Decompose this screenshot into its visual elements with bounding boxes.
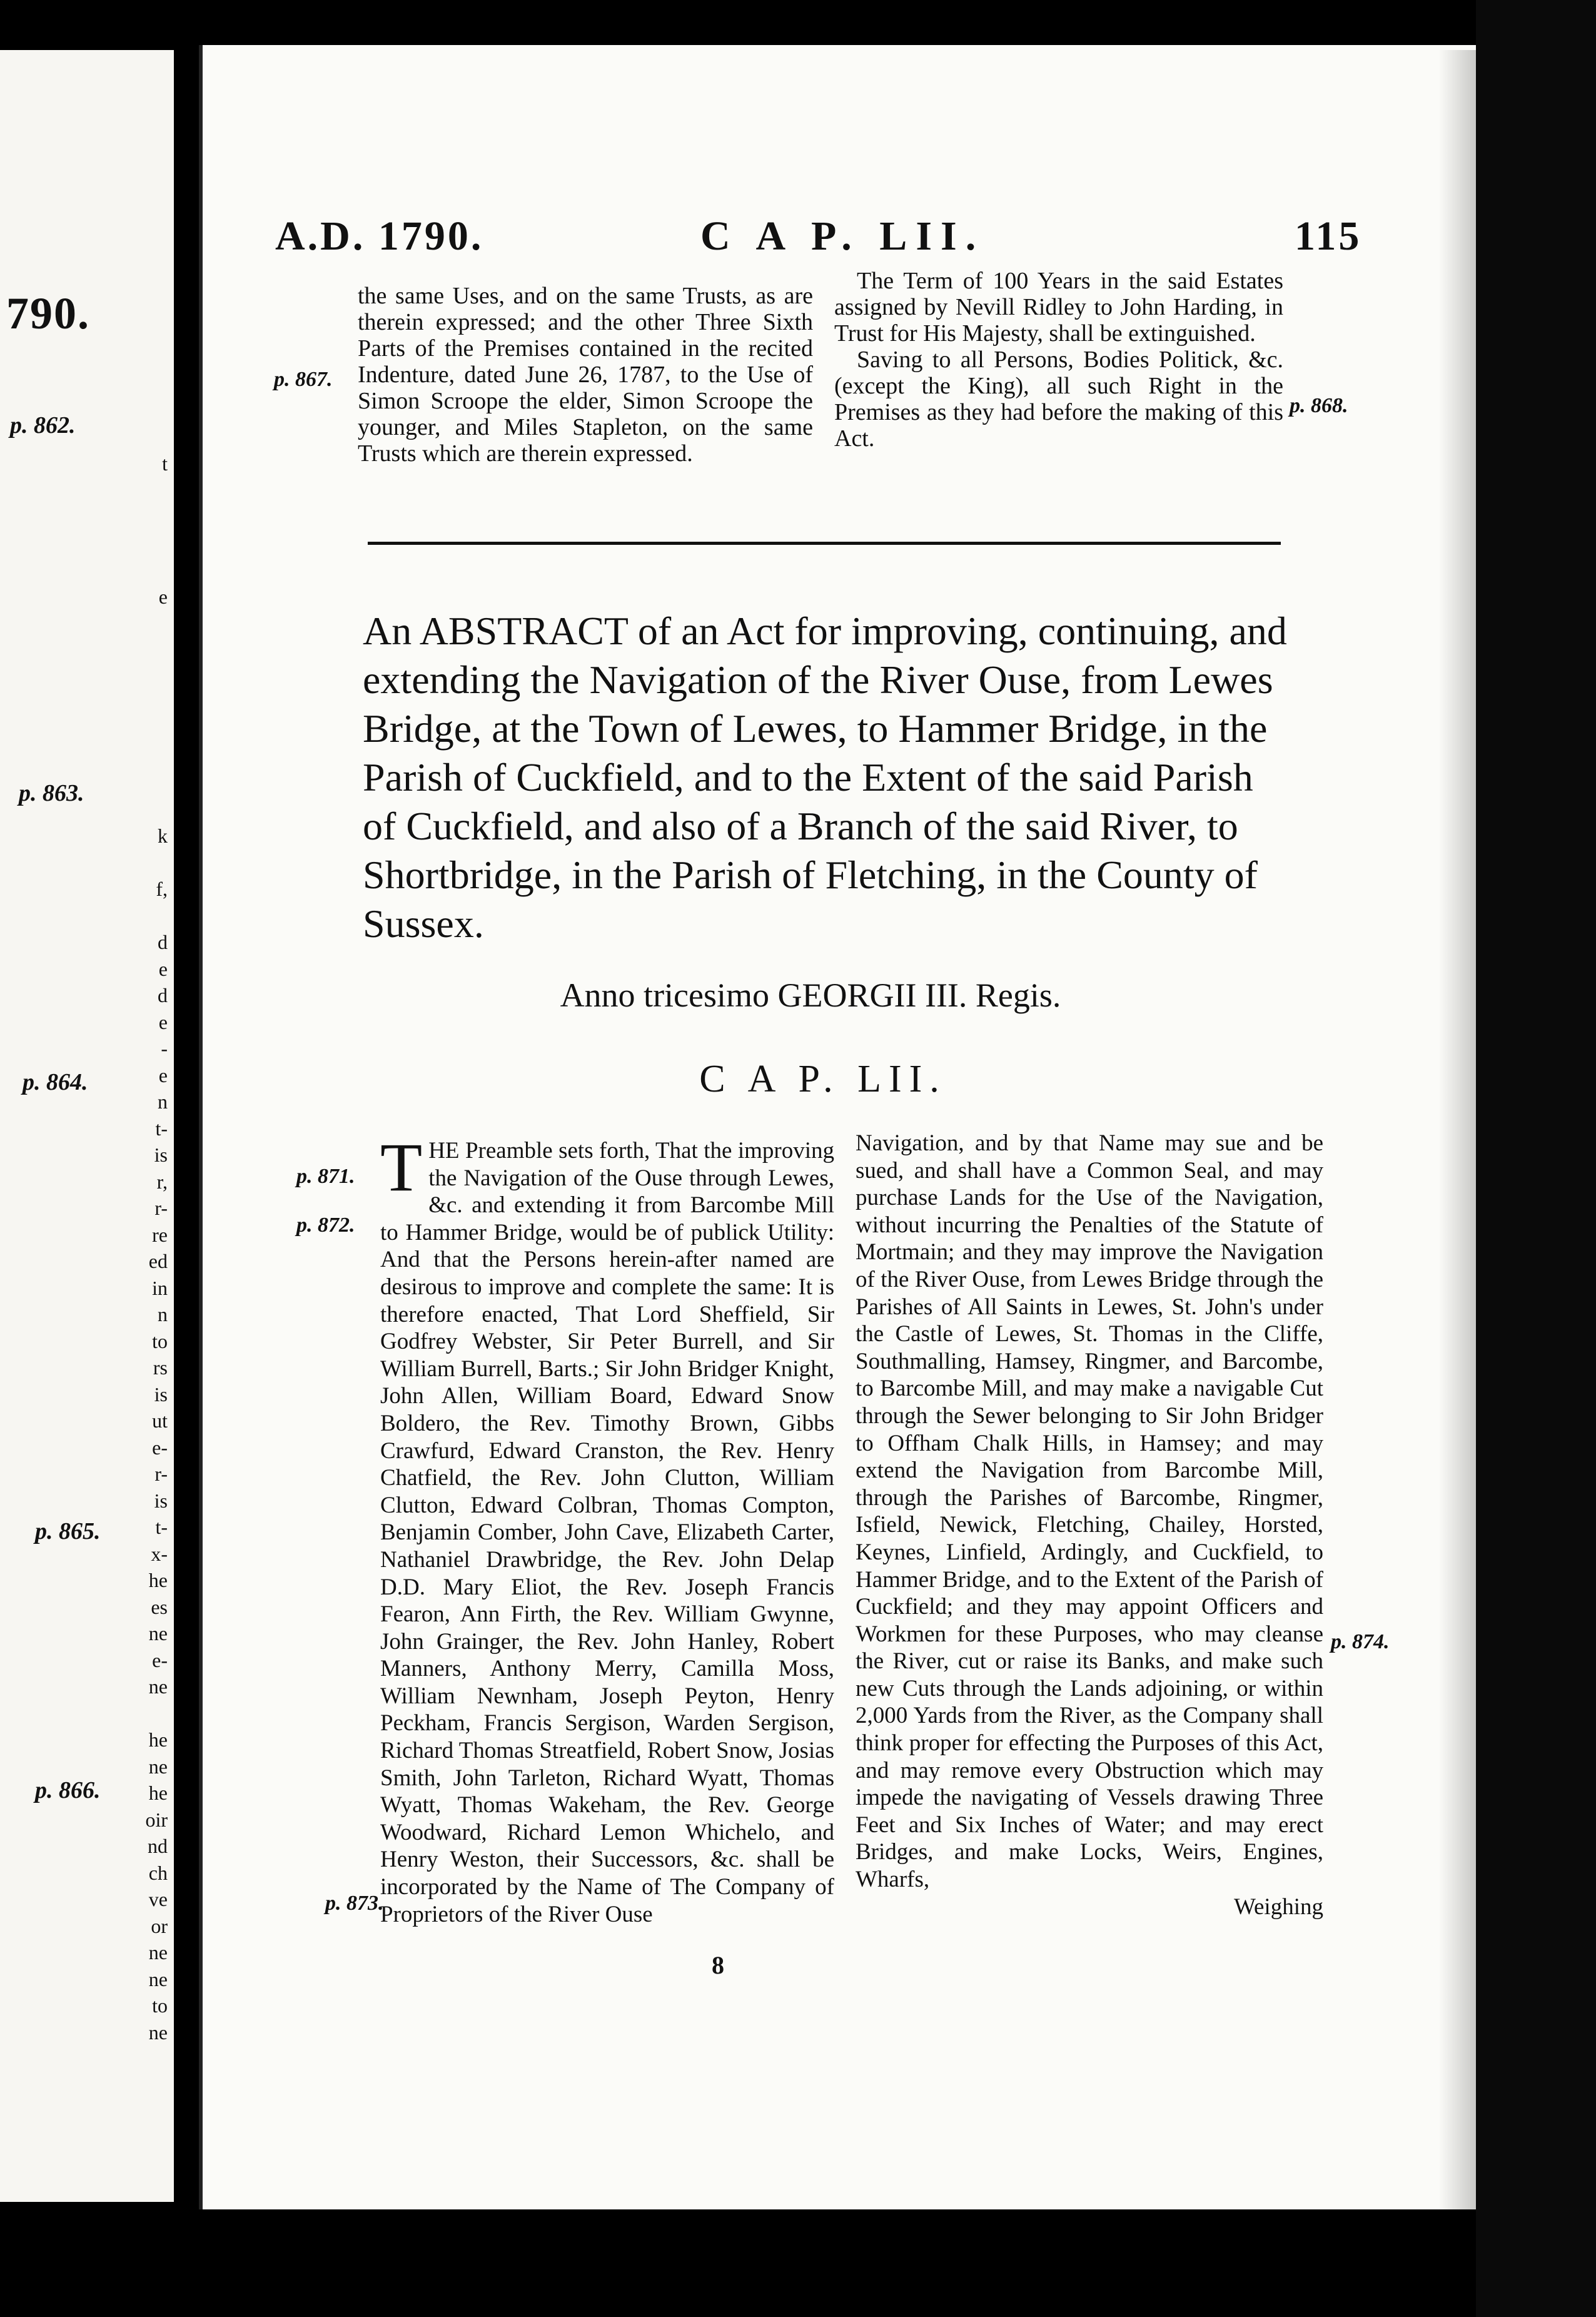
truncated-text-fragments: t e k f, d e d e - e n t- is r, r- re ed in n to rs is ut e- r- is t- x- he es ne e- ne he ne he oir nd ch ve or ne ne to ne (145, 452, 168, 2044)
body-text: Navigation, and by that Name may sue and be sued, and shall have a Common Seal, and may purchase Lands for the Use of the Navigation, without incurring the Penalties of the Statute of Mortmain; and they may improve the Navigation of the River Ouse, from Lewes Bridge through the Parishes of All Saints in Lewes, St. John's under the Castle of Lewes, St. Thomas in the Cliffe, Southmalling, Hamsey, Ringmer, and Barcombe, to Barcombe Mill, and may make a navigable Cut through the Sewer belonging to Sir John Bridger to Offham Chalk Hills, in Hamsey; and may extend the Navigation from Barcombe Mill, through the Parishes of Barcombe, Ringmer, Isfield, Newick, Fletching, Chailey, Horsted, Keynes, Linfield, Ardingly, and Cuckfield, to Hammer Bridge, and to the Extent of the Parish of Cuckfield; and they may appoint Officers and Workmen for these Purposes, who may cleanse the River, cut or raise its Banks, and make such new Cuts through the Lands adjoining, or within 2,000 Yards from the River, as the Company shall think proper for effecting the Purposes of this Act, and may remove every Obstruction which may impede the navigating of Vessels drawing Three Feet and Six Inches of Water; and may erect Bridges, and make Locks, Weirs, Engines, Wharfs, (856, 1130, 1323, 1893)
running-head-year: A.D. 1790. (275, 213, 484, 259)
body-right-column (856, 1130, 1323, 1920)
previous-page-year: 790. (6, 288, 90, 338)
drop-cap: T (380, 1129, 423, 1205)
margin-note: p. 865. (35, 1518, 101, 1544)
margin-note: p. 874. (1331, 1630, 1390, 1653)
previous-page (0, 50, 174, 2202)
margin-note: p. 873. (325, 1892, 384, 1915)
margin-note: p. 871. (296, 1165, 355, 1188)
catchword: Weighing (1234, 1894, 1323, 1920)
body-text: HE Preamble sets forth, That the improving the Navigation of the Ouse through Lewes, &c. and extending it from Barcombe Mill to Hammer Bridge, would be of publick Utility: And that the Persons herein-after named are desirous to improve and complete the same: It is therefore enacted, That Lord Sheffield, Sir Godfrey Webster, Sir Peter Burrell, and Sir William Burrell, Barts.; Sir John Bridger Knight, John Allen, William Board, Edward Snow Boldero, the Rev. Timothy Brown, Gibbs Crawfurd, Edward Cranston, the Rev. Henry Chatfield, the Rev. John Clutton, William Clutton, Edward Colbran, Thomas Compton, Benjamin Comber, John Cave, Elizabeth Carter, Nathaniel Drawbridge, the Rev. John Delap D.D. Mary Eliot, the Rev. Joseph Francis Fearon, Ann Firth, the Rev. William Gwynne, John Grainger, the Rev. John Hanley, Robert Manners, Anthony Merry, Camilla Moss, William Newnham, Joseph Peyton, Henry Peckham, Francis Sergison, Warden Sergison, Richard Thomas Streatfield, Robert Snow, Josias Smith, John Tarleton, Richard Wyatt, Thomas Wyatt, Thomas Wakeham, the Rev. George Woodward, Richard Lemon Whichelo, and Henry Weston, their Successors, &c. shall be incorporated by the Name of The Company of Proprietors of the River Ouse (380, 1138, 834, 1927)
section-rule (368, 542, 1281, 545)
top-right-column (834, 268, 1283, 452)
running-head-chapter: C A P. LII. (700, 213, 985, 259)
margin-note: p. 863. (19, 780, 84, 806)
margin-note: p. 867. (274, 368, 333, 391)
page-number: 115 (1295, 213, 1362, 259)
margin-note: p. 862. (10, 412, 76, 439)
margin-note: p. 868. (1290, 394, 1348, 417)
margin-note: p. 864. (23, 1069, 88, 1095)
paragraph: The Term of 100 Years in the said Estates assigned by Nevill Ridley to John Harding, in Trust for His Majesty, shall be extinguished. (834, 268, 1283, 347)
top-left-column: the same Uses, and on the same Trusts, as are therein expressed; and the other Three Sixth Parts of the Premises contained in the recited Indenture, dated June 26, 1787, to the Use of Simon Scroope the elder, Simon Scroope the younger, and Miles Stapleton, on the same Trusts which are therein expressed. (358, 283, 813, 467)
abstract-title: An ABSTRACT of an Act for improving, continuing, and extending the Navigation of the River Ouse, from Lewes Bridge, at the Town of Lewes, to Hammer Bridge, in the Parish of Cuckfield, and to the Extent of the said Parish of Cuckfield, and also of a Branch of the said River, to Shortbridge, in the Parish of Fletching, in the County of Sussex. (363, 609, 1287, 946)
signature-mark: 8 (712, 1951, 724, 1979)
paragraph: Saving to all Persons, Bodies Politick, &c. (except the King), all such Right in the Premises as they had before the making of this Act. (834, 347, 1283, 452)
scan-background (1476, 0, 1596, 2317)
margin-note: p. 872. (296, 1214, 355, 1237)
regnal-year: Anno tricesimo GEORGII III. Regis. (560, 976, 1061, 1014)
margin-note: p. 866. (35, 1777, 101, 1803)
chapter-heading: C A P. LII. (699, 1058, 947, 1100)
body-left-column (380, 1129, 834, 1928)
